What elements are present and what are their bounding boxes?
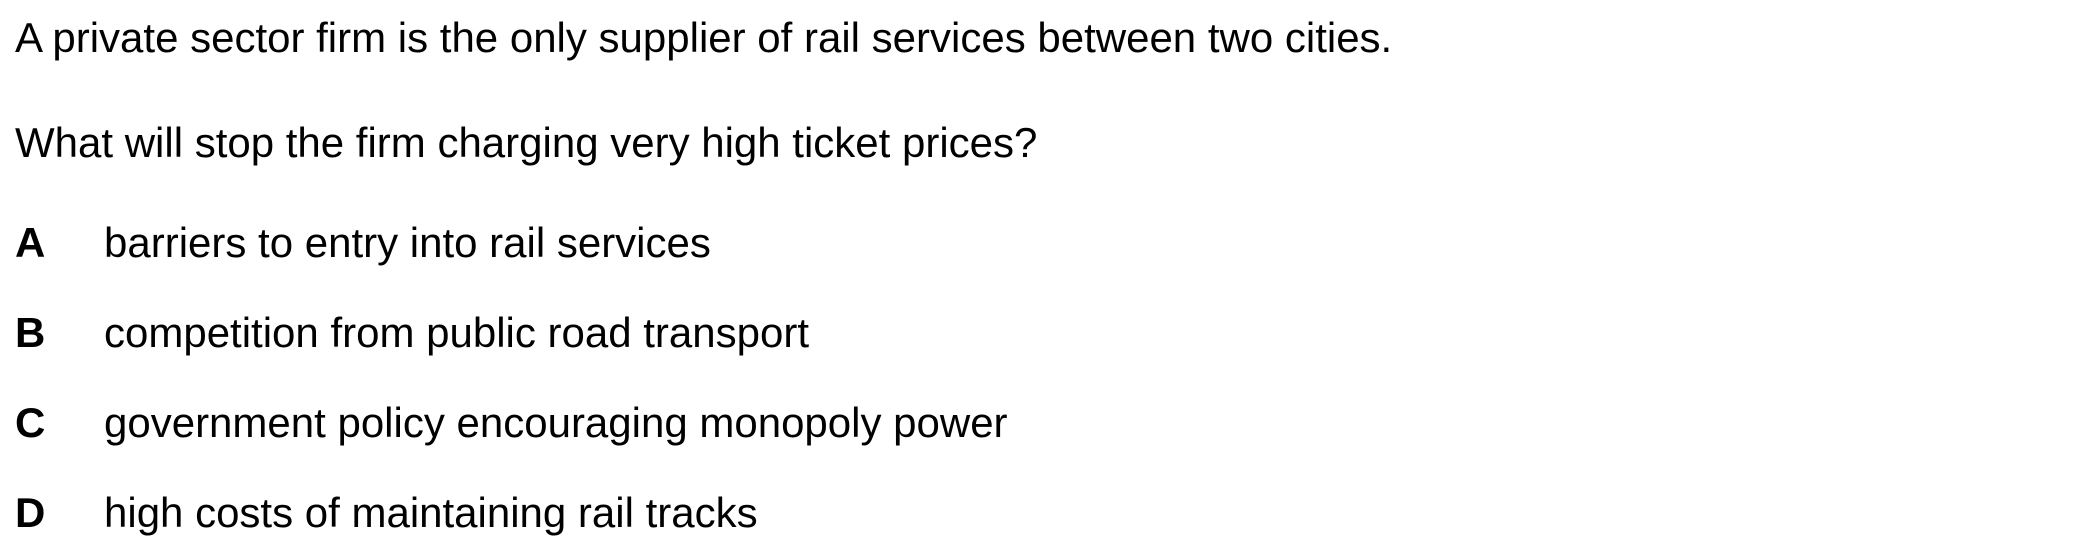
option-text: government policy encouraging monopoly power <box>104 399 1008 446</box>
question-stem: A private sector firm is the only supplier of rail services between two cities. <box>15 14 1393 61</box>
option-text: barriers to entry into rail services <box>104 219 711 266</box>
option-letter: A <box>15 219 46 266</box>
option-letter: D <box>15 489 46 536</box>
option-letter: C <box>15 399 46 446</box>
option-text: high costs of maintaining rail tracks <box>104 489 758 536</box>
option-letter: B <box>15 309 46 356</box>
option-text: competition from public road transport <box>104 309 809 356</box>
question-prompt: What will stop the firm charging very high ticket prices? <box>15 119 1038 166</box>
